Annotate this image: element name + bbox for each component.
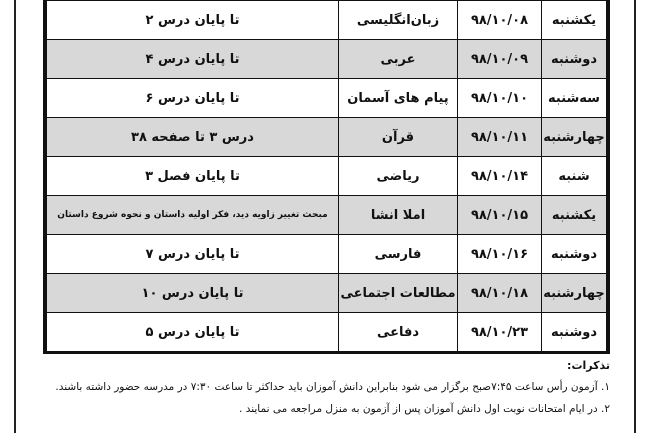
exam-day-cell: سه‌شنبه — [542, 79, 607, 118]
exam-day-cell: دوشنبه — [542, 235, 607, 274]
exam-row — [47, 157, 607, 196]
exam-subject-cell: مطالعات اجتماعی — [339, 274, 458, 313]
notes-section — [50, 356, 610, 420]
exam-subject-cell: عربی — [339, 40, 458, 79]
exam-day-cell: چهارشنبه — [542, 118, 607, 157]
exam-row — [47, 79, 607, 118]
exam-day-cell: دوشنبه — [542, 313, 607, 352]
exam-range-cell: مبحث تغییر زاویه دید، فکر اولیه داستان و نحوه شروع داستان — [47, 196, 339, 235]
note-item-2: ۲. در ایام امتحانات نوبت اول دانش آموزان پس از آزمون به منزل مراجعه می نمایند . — [239, 403, 610, 415]
exam-subject-cell: زبان‌انگلیسی — [339, 1, 458, 40]
exam-range-cell: تا پایان درس ۱۰ — [47, 274, 339, 313]
exam-date-cell: ۹۸/۱۰/۱۸ — [458, 274, 542, 313]
exam-day-cell: چهارشنبه — [542, 274, 607, 313]
exam-row — [47, 40, 607, 79]
exam-day-cell: یکشنبه — [542, 1, 607, 40]
exam-row — [47, 196, 607, 235]
exam-day-cell: دوشنبه — [542, 40, 607, 79]
exam-subject-cell: قرآن — [339, 118, 458, 157]
exam-range-cell: تا پایان درس ۷ — [47, 235, 339, 274]
exam-date-cell: ۹۸/۱۰/۰۹ — [458, 40, 542, 79]
exam-range-cell: تا پایان درس ۴ — [47, 40, 339, 79]
exam-range-cell: درس ۳ تا صفحه ۳۸ — [47, 118, 339, 157]
exam-date-cell: ۹۸/۱۰/۲۳ — [458, 313, 542, 352]
exam-subject-cell: دفاعی — [339, 313, 458, 352]
exam-date-cell: ۹۸/۱۰/۱۶ — [458, 235, 542, 274]
exam-date-cell: ۹۸/۱۰/۱۵ — [458, 196, 542, 235]
exam-range-cell: تا پایان درس ۵ — [47, 313, 339, 352]
exam-subject-cell: فارسی — [339, 235, 458, 274]
note-item-1: ۱. آزمون رأس ساعت ۷:۴۵صبح برگزار می شود بنابراین دانش آموزان باید حداکثر تا ساعت ۷:۳۰ در مدرسه حضور داشته باشند. — [55, 381, 610, 393]
exam-date-cell: ۹۸/۱۰/۱۴ — [458, 157, 542, 196]
exam-date-cell: ۹۸/۱۰/۱۰ — [458, 79, 542, 118]
exam-schedule-table — [46, 0, 607, 352]
exam-day-cell: شنبه — [542, 157, 607, 196]
exam-row — [47, 274, 607, 313]
exam-day-cell: یکشنبه — [542, 196, 607, 235]
exam-row — [47, 118, 607, 157]
page-edge-left — [14, 0, 16, 433]
exam-range-cell: تا پایان درس ۶ — [47, 79, 339, 118]
exam-date-cell: ۹۸/۱۰/۱۱ — [458, 118, 542, 157]
exam-row — [47, 313, 607, 352]
exam-subject-cell: ریاضی — [339, 157, 458, 196]
exam-range-cell: تا پایان فصل ۳ — [47, 157, 339, 196]
exam-schedule-rows — [47, 1, 607, 352]
exam-subject-cell: املا انشا — [339, 196, 458, 235]
exam-row — [47, 1, 607, 40]
exam-row — [47, 235, 607, 274]
exam-subject-cell: پیام های آسمان — [339, 79, 458, 118]
exam-range-cell: تا پایان درس ۲ — [47, 1, 339, 40]
notes-title: تذکرات: — [567, 359, 610, 372]
page-edge-right — [634, 0, 636, 433]
exam-date-cell: ۹۸/۱۰/۰۸ — [458, 1, 542, 40]
